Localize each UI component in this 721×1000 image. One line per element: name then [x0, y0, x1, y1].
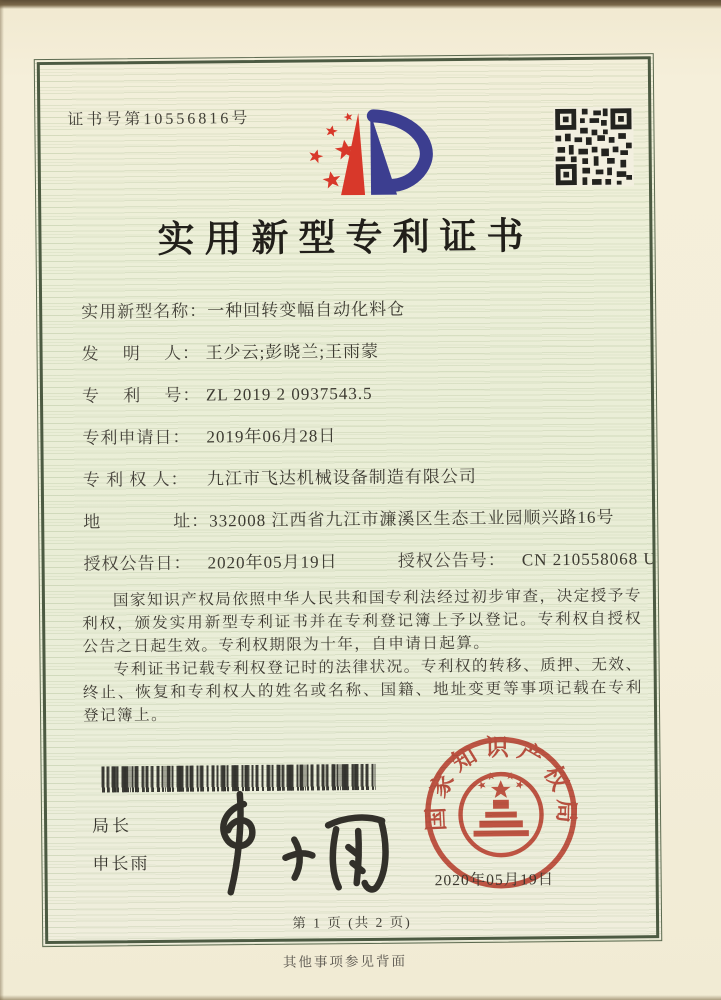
field-label: 发 明 人： — [81, 343, 201, 364]
field-value: 王少云;彭晓兰;王雨蒙 — [205, 341, 380, 363]
certificate-fields — [81, 292, 657, 591]
field-value: CN 210558068 U — [521, 549, 657, 570]
field-value: 一种回转变幅自动化料仓 — [207, 299, 406, 321]
field-label: 授权公告号： — [397, 550, 506, 571]
field-value: 九江市飞达机械设备制造有限公司 — [206, 466, 477, 489]
back-note: 其他事项参见背面 — [282, 953, 408, 970]
legal-paragraph-1: 国家知识产权局依照中华人民共和国专利法经过初步审查，决定授予专利权，颁发实用新型专利证书并在专利登记簿上予以登记。专利权自授权公告之日起生效。专利权期限为十年，自申请日起算。 — [82, 587, 643, 656]
scan-shadow-bottom — [0, 995, 721, 1000]
field-label: 实用新型名称： — [81, 301, 208, 322]
legal-paragraph-2: 专利证书记载专利权登记时的法律状况。专利权的转移、质押、无效、终止、恢复和专利权人的姓名或名称、国籍、地址变更等事项记载在专利登记簿上。 — [82, 656, 643, 725]
field-label: 专利申请日： — [82, 427, 191, 448]
field-utility-model-name — [81, 292, 635, 339]
certificate-number: 证书号第10556816号 — [67, 110, 251, 129]
field-label: 地 址： — [83, 511, 210, 532]
field-label: 专 利 权 人： — [82, 469, 189, 490]
seal-date: 2020年05月19日 — [434, 871, 555, 890]
certificate-title: 实用新型专利证书 — [157, 216, 534, 261]
field-value: 332008 江西省九江市濂溪区生态工业园顺兴路16号 — [209, 507, 615, 531]
field-patentee — [83, 460, 637, 507]
field-inventors — [81, 334, 635, 381]
qr-code-icon — [553, 106, 634, 187]
legal-text — [82, 584, 643, 727]
page-number: 第 1 页 (共 2 页) — [292, 914, 412, 931]
field-grant-number — [398, 549, 657, 570]
scan-shadow-top — [0, 0, 721, 9]
field-label: 授权公告日： — [83, 553, 192, 574]
field-value: 2019年06月28日 — [206, 426, 337, 447]
field-filing-date — [82, 418, 636, 465]
field-patent-number — [82, 376, 636, 423]
officer-title: 局长 — [92, 816, 133, 836]
national-emblem-icon — [460, 771, 542, 856]
officer-name: 申长雨 — [92, 854, 150, 874]
certificate-frame — [34, 53, 662, 947]
officer-block — [92, 811, 150, 875]
scan-shadow-left — [0, 0, 4, 1000]
signature-icon — [182, 784, 423, 901]
field-value: 2020年05月19日 — [207, 552, 338, 573]
field-label: 专 利 号： — [81, 385, 201, 406]
field-address — [83, 502, 637, 549]
cnipa-patent-logo-icon — [285, 102, 436, 213]
field-value: ZL 2019 2 0937543.5 — [205, 383, 373, 405]
field-grant-date — [84, 552, 338, 573]
seal-text: 国家知识产权局 — [423, 735, 579, 832]
